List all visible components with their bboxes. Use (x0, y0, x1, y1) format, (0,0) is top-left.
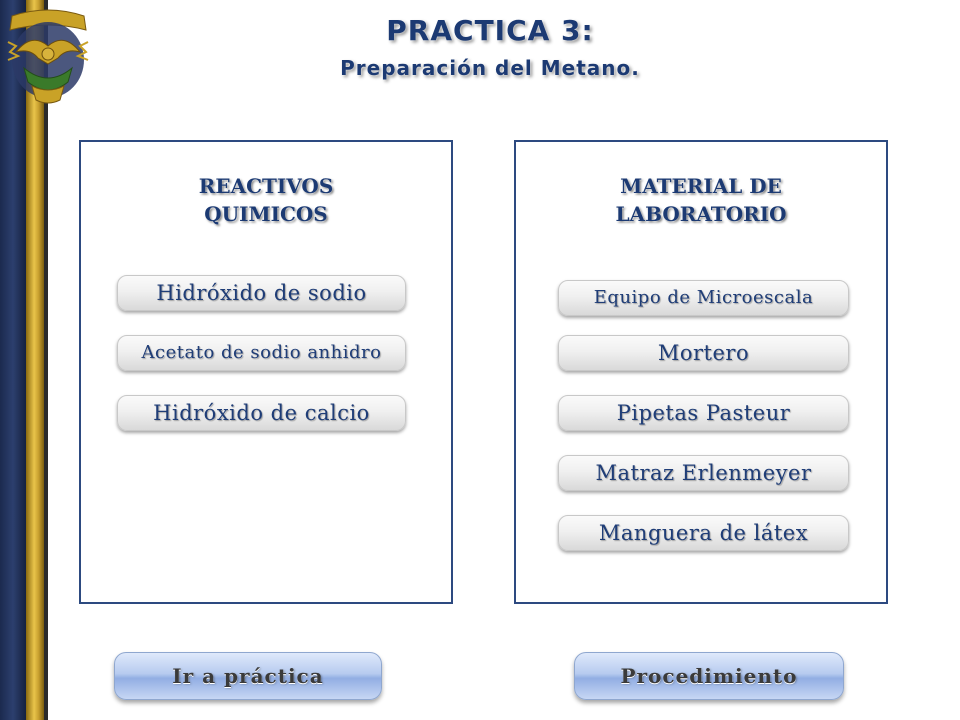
lab-material-heading-line2: LABORATORIO (615, 202, 787, 226)
go-to-practice-button[interactable]: Ir a práctica (114, 652, 382, 700)
reagents-panel (79, 140, 453, 604)
reagents-heading (81, 172, 451, 228)
lab-material-heading (516, 172, 886, 228)
material-item-latex-hose[interactable]: Manguera de látex (558, 515, 849, 551)
page-subtitle: Preparación del Metano. (340, 56, 640, 80)
material-item-microscale-kit[interactable]: Equipo de Microescala (558, 280, 849, 316)
lab-material-heading-line1: MATERIAL DE (620, 174, 782, 198)
reagent-item-sodium-hydroxide[interactable]: Hidróxido de sodio (117, 275, 406, 311)
procedure-button[interactable]: Procedimiento (574, 652, 844, 700)
reagent-item-sodium-acetate[interactable]: Acetato de sodio anhidro (117, 335, 406, 371)
reagents-heading-line1: REACTIVOS (198, 174, 334, 198)
material-item-pasteur-pipettes[interactable]: Pipetas Pasteur (558, 395, 849, 431)
material-item-erlenmeyer-flask[interactable]: Matraz Erlenmeyer (558, 455, 849, 491)
university-crest-icon (2, 2, 94, 110)
material-item-mortar[interactable]: Mortero (558, 335, 849, 371)
page-title: PRACTICA 3: (386, 14, 594, 47)
reagents-heading-line2: QUIMICOS (204, 202, 328, 226)
reagent-item-calcium-hydroxide[interactable]: Hidróxido de calcio (117, 395, 406, 431)
